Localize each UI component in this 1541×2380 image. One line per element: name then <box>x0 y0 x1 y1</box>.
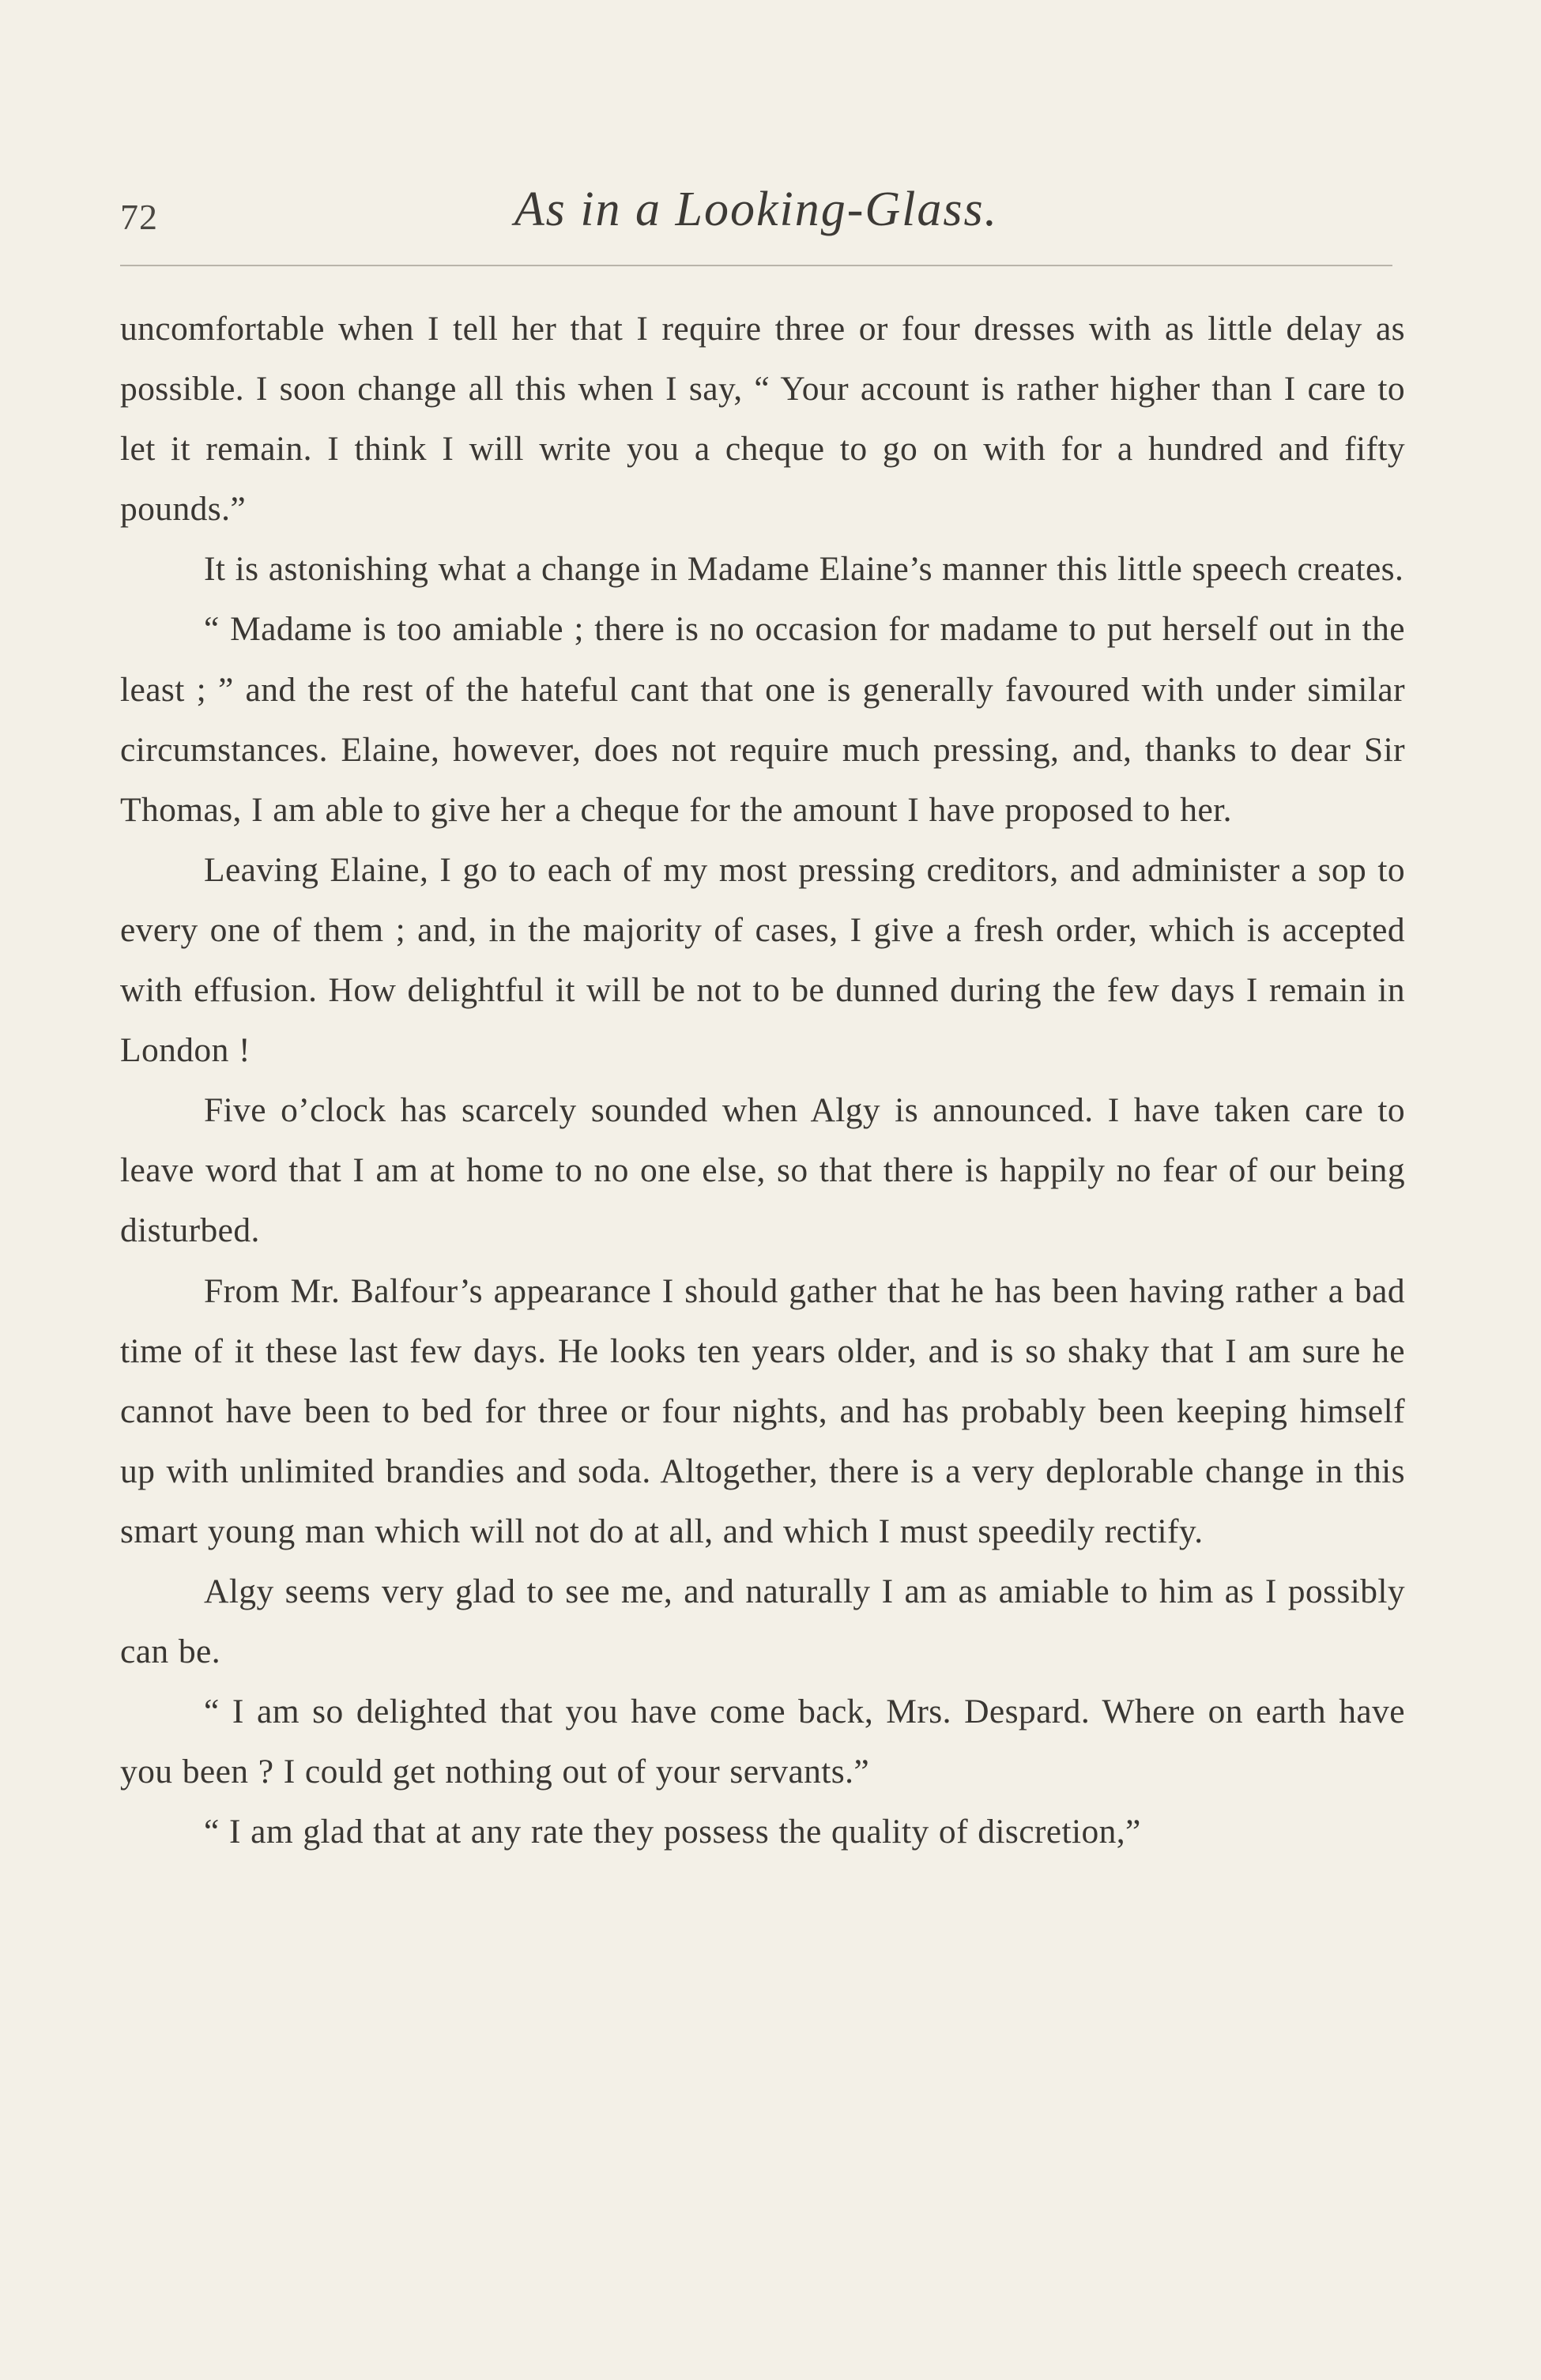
page-number: 72 <box>120 197 158 237</box>
paragraph-8: “ I am so delighted that you have come back, Mrs. Despard. Where on earth have you been ? I could get nothing out of your servants.” <box>120 1693 1405 1791</box>
paragraph-7: Algy seems very glad to see me, and naturally I am as amiable to him as I possibly can be. <box>120 1572 1405 1671</box>
paragraph-6: From Mr. Balfour’s appearance I should gather that he has been having rather a bad time of it these last few days. He looks ten years older, and is so shaky that I am sure he cannot have been to bed for three or four nights, and has probably been keeping himself up with unlimited brandies and soda. Altogether, there is a very deplorable change in this smart young man which will not do at all, and which I must speedily rectify. <box>120 1271 1405 1550</box>
paragraph-9: “ I am glad that at any rate they possess the quality of discretion,” <box>204 1813 1141 1851</box>
paragraph-3: “ Madame is too amiable ; there is no occasion for madame to put herself out in the least ; ” and the rest of the hateful cant that one is generally favoured with under similar circumstances. Elaine, however, does not require much pressing, and, thanks to dear Sir Thomas, I am able to give her a cheque for the amount I have proposed to her. <box>120 610 1405 829</box>
paragraph-5: Five o’clock has scarcely sounded when Algy is announced. I have taken care to leave word that I am at home to no one else, so that there is happily no fear of our being disturbed. <box>120 1091 1405 1250</box>
page-header <box>120 166 1392 253</box>
running-title: As in a Looking-Glass. <box>514 183 999 236</box>
body-text <box>120 299 1405 1862</box>
header-rule <box>120 265 1392 266</box>
paragraph-4: Leaving Elaine, I go to each of my most pressing creditors, and administer a sop to every one of them ; and, in the majority of cases, I give a fresh order, which is accepted with effusion. How delightful it will be not to be dunned during the few days I remain in London ! <box>120 850 1405 1070</box>
paragraph-1: uncomfortable when I tell her that I require three or four dresses with as little delay as possible. I soon change all this when I say, “ Your account is rather higher than I care to let it remain. I think I will write you a cheque to go on with for a hundred and fifty pounds.” <box>120 310 1405 529</box>
paragraph-2: It is astonishing what a change in Madame Elaine’s manner this little speech creates. <box>204 550 1404 589</box>
